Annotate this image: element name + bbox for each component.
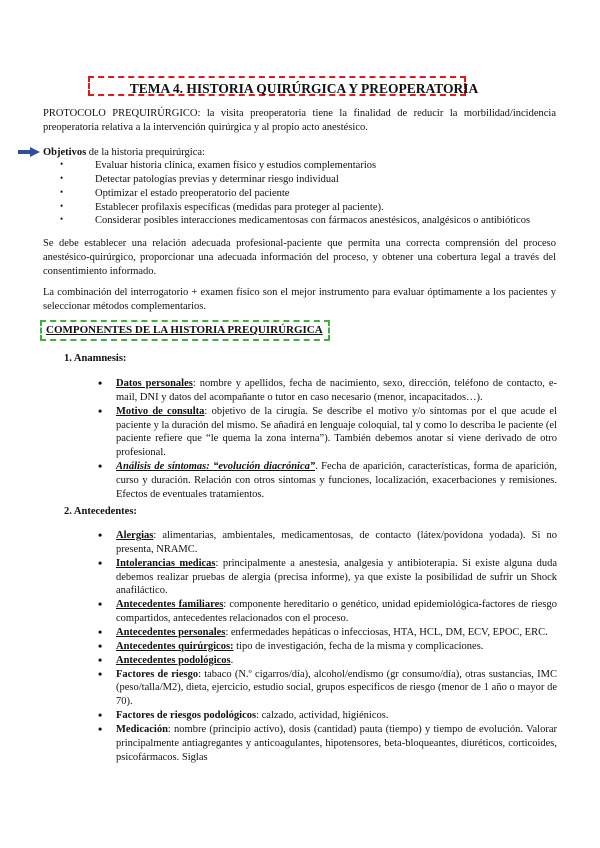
list-item: • Antecedentes podológicos. <box>96 654 557 668</box>
anamnesis-heading: 1. Anamnesis: <box>64 353 127 364</box>
objectives-label: Objetivos <box>43 147 87 158</box>
section-title: COMPONENTES DE LA HISTORIA PREQUIRÚRGICA <box>46 324 323 336</box>
relation-paragraph: Se debe establecer una relación adecuada profesional-paciente que permita una correcta comprensión del proceso anestésico-quirúrgico, proporcionar una adecuada información del proceso, y obtener una cobertura legal a través del consentimiento informado. <box>43 238 556 277</box>
list-item: • Alergias: alimentarias, ambientales, medicamentosas, de contacto (látex/povidona yodada). Si no presenta, NRAMC. <box>96 529 557 557</box>
list-item: • Optimizar el estado preoperatorio del paciente <box>43 187 563 201</box>
list-item: • Datos personales: nombre y apellidos, fecha de nacimiento, sexo, dirección, teléfono de contacto, e-mail, DNI y datos del acompañante o tutor en caso necesario (menor, incapacitados…). <box>96 377 557 405</box>
anamnesis-list <box>96 377 557 502</box>
antecedentes-heading: 2. Antecedentes: <box>64 506 137 517</box>
objectives-list <box>43 159 563 228</box>
list-item: • Antecedentes familiares: componente hereditario o genético, unidad epidemiológica-factores de riesgo compartidos, antecedentes relacionados con el proceso. <box>96 598 557 626</box>
objectives-heading <box>43 146 556 160</box>
list-item: • Intolerancias medicas: principalmente a anestesia, analgesia y antibioterapia. Si existe alguna duda debemos realizar pruebas de alergia (precisa informe), ya que existe la posibilidad de sufrir un Shock anafiláctico. <box>96 557 557 599</box>
list-item: • Medicación: nombre (principio activo), dosis (cantidad) pauta (tiempo) y tiempo de evolución. Valorar principalmente antiagregantes y anticoagulantes, hipotensores, beta-bloqueantes, diuréticos, corticoides, psicofármacos. Siglas <box>96 723 557 765</box>
objectives-label-rest: de la historia prequirúrgica: <box>86 147 205 158</box>
arrow-right-icon <box>18 147 40 157</box>
list-item: • Considerar posibles interacciones medicamentosas con fármacos anestésicos, analgésicos o antibióticos <box>43 214 563 228</box>
page-title: TEMA 4. HISTORIA QUIRÚRGICA Y PREOPERATORIA <box>129 81 479 96</box>
antecedentes-list <box>96 529 557 765</box>
list-item: • Antecedentes personales: enfermedades hepáticas o infecciosas, HTA, HCL, DM, ECV, EPOC, ERC. <box>96 626 557 640</box>
list-item: • Factores de riesgo: tabaco (N.º cigarros/día), alcohol/endismo (gr consumo/día), otras sustancias, IMC (peso/talla/M2), dieta, ejercicio, estudio social, grupos específicos de riesgo (menor de 1 año o mayor de 70). <box>96 668 557 710</box>
list-item: • Antecedentes quirúrgicos: tipo de investigación, fecha de la misma y complicaciones. <box>96 640 557 654</box>
list-item: • Factores de riesgos podológicos: calzado, actividad, higiénicos. <box>96 709 557 723</box>
list-item: • Establecer profilaxis específicas (medidas para proteger al paciente). <box>43 201 563 215</box>
combination-paragraph: La combinación del interrogatorio + examen físico son el mejor instrumento para evaluar óptimamente a los pacientes y seleccionar métodos complementarios. <box>43 287 556 312</box>
list-item: • Evaluar historia clínica, examen físico y estudios complementarios <box>43 159 563 173</box>
list-item: • Análisis de síntomas: “evolución diacrónica”. Fecha de aparición, características, forma de aparición, curso y duración. Relación con otros síntomas y funciones, localización, exacerbaciones y remisiones. Efectos de eventuales tratamientos. <box>96 460 557 502</box>
list-item: • Detectar patologías previas y determinar riesgo individual <box>43 173 563 187</box>
protocol-paragraph: PROTOCOLO PREQUIRÚRGICO: la visita preoperatoria tiene la finalidad de reducir la morbilidad/incidencia preoperatoria relativa a la intervención quirúrgica y al propio acto anestésico. <box>43 108 556 133</box>
list-item: • Motivo de consulta: objetivo de la cirugía. Se describe el motivo y/o síntomas por el que acude el paciente y la duración del mismo. Se añadirá en lenguaje coloquial, tal y como lo describa le paciente (el paciente refiere que “le quema la zona interna”). También debemos anotar si viene derivado de otro profesional. <box>96 405 557 460</box>
